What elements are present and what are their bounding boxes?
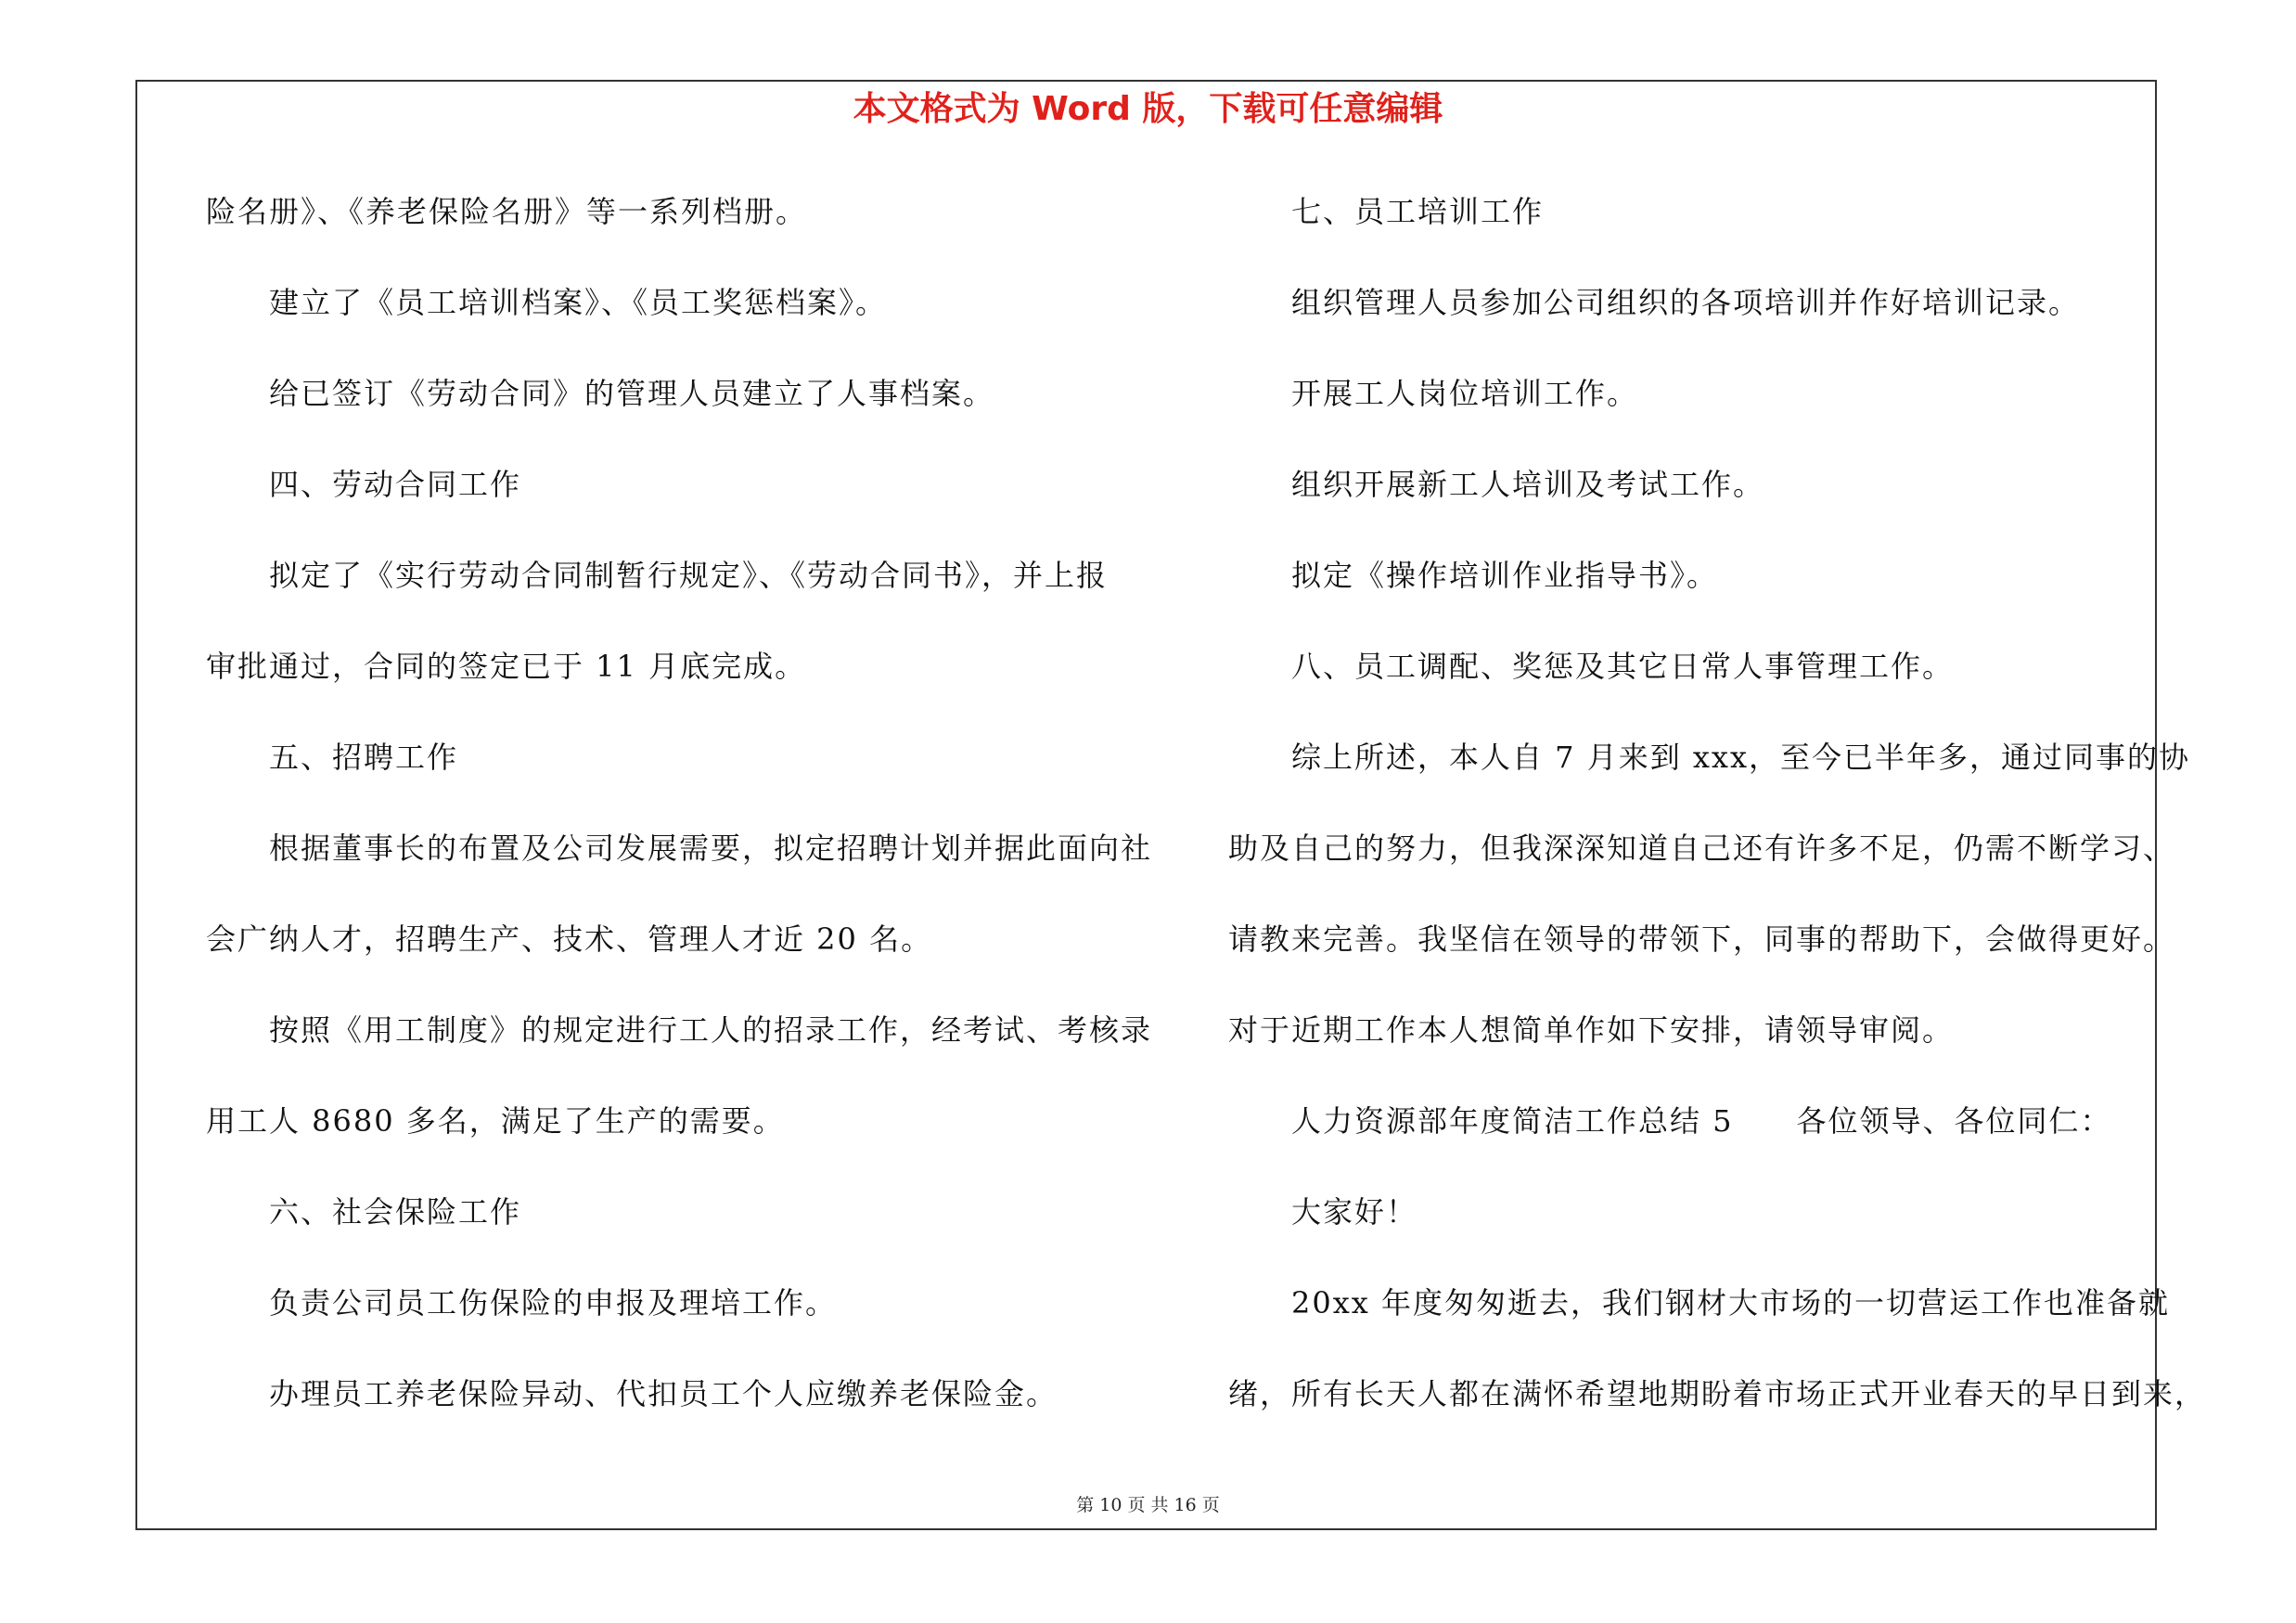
left-column-paragraph: 会广纳人才，招聘生产、技术、管理人才近 20 名。: [206, 921, 933, 957]
right-column-paragraph: 20xx 年度匆匆逝去，我们钢材大市场的一切营运工作也准备就: [1291, 1285, 2170, 1320]
left-column-paragraph: 五、招聘工作: [269, 740, 459, 775]
page-number: 第 10 页 共 16 页: [1076, 1495, 1220, 1515]
right-column-paragraph: 综上所述，本人自 7 月来到 xxx，至今已半年多，通过同事的协: [1291, 740, 2191, 775]
right-column-paragraph: 组织开展新工人培训及考试工作。: [1291, 467, 1765, 502]
left-column-paragraph: 建立了《员工培训档案》、《员工奖惩档案》。: [269, 285, 888, 320]
right-text-column: [1228, 184, 2207, 1457]
right-column-paragraph: 请教来完善。我坚信在领导的带领下，同事的帮助下，会做得更好。: [1228, 921, 2175, 957]
left-column-paragraph: 审批通过，合同的签定已于 11 月底完成。: [206, 649, 807, 684]
right-column-paragraph: 拟定《操作培训作业指导书》。: [1291, 558, 1719, 593]
right-column-paragraph: 八、员工调配、奖惩及其它日常人事管理工作。: [1291, 649, 1955, 684]
left-column-paragraph: 给已签订《劳动合同》的管理人员建立了人事档案。: [269, 376, 995, 411]
left-column-paragraph: 六、社会保险工作: [269, 1194, 522, 1230]
left-column-paragraph: 按照《用工制度》的规定进行工人的招录工作，经考试、考核录: [269, 1012, 1153, 1048]
left-text-column: [206, 184, 1161, 1457]
left-column-paragraph: 根据董事长的布置及公司发展需要，拟定招聘计划并据此面向社: [269, 831, 1153, 866]
left-column-paragraph: 四、劳动合同工作: [269, 467, 522, 502]
right-column-paragraph: 对于近期工作本人想简单作如下安排，请领导审阅。: [1228, 1012, 1955, 1048]
left-column-paragraph: 拟定了《实行劳动合同制暂行规定》、《劳动合同书》，并上报: [269, 558, 1109, 593]
right-column-paragraph: 组织管理人员参加公司组织的各项培训并作好培训记录。: [1291, 285, 2081, 320]
right-column-paragraph: 人力资源部年度简洁工作总结 5 各位领导、各位同仁：: [1291, 1103, 2112, 1139]
left-column-paragraph: 用工人 8680 多名，满足了生产的需要。: [206, 1103, 785, 1139]
document-banner: 本文格式为 Word 版，下载可任意编辑: [853, 90, 1443, 128]
right-column-paragraph: 绪，所有长天人都在满怀希望地期盼着市场正式开业春天的早日到来，: [1228, 1376, 2207, 1411]
right-column-paragraph: 大家好！: [1291, 1194, 1418, 1230]
right-column-paragraph: 开展工人岗位培训工作。: [1291, 376, 1639, 411]
right-column-paragraph: 助及自己的努力，但我深深知道自己还有许多不足，仍需不断学习、: [1228, 831, 2175, 866]
left-column-paragraph: 险名册》、《养老保险名册》等一系列档册。: [206, 194, 808, 229]
right-column-paragraph: 七、员工培训工作: [1291, 194, 1545, 229]
left-column-paragraph: 负责公司员工伤保险的申报及理培工作。: [269, 1285, 838, 1320]
left-column-paragraph: 办理员工养老保险异动、代扣员工个人应缴养老保险金。: [269, 1376, 1058, 1411]
